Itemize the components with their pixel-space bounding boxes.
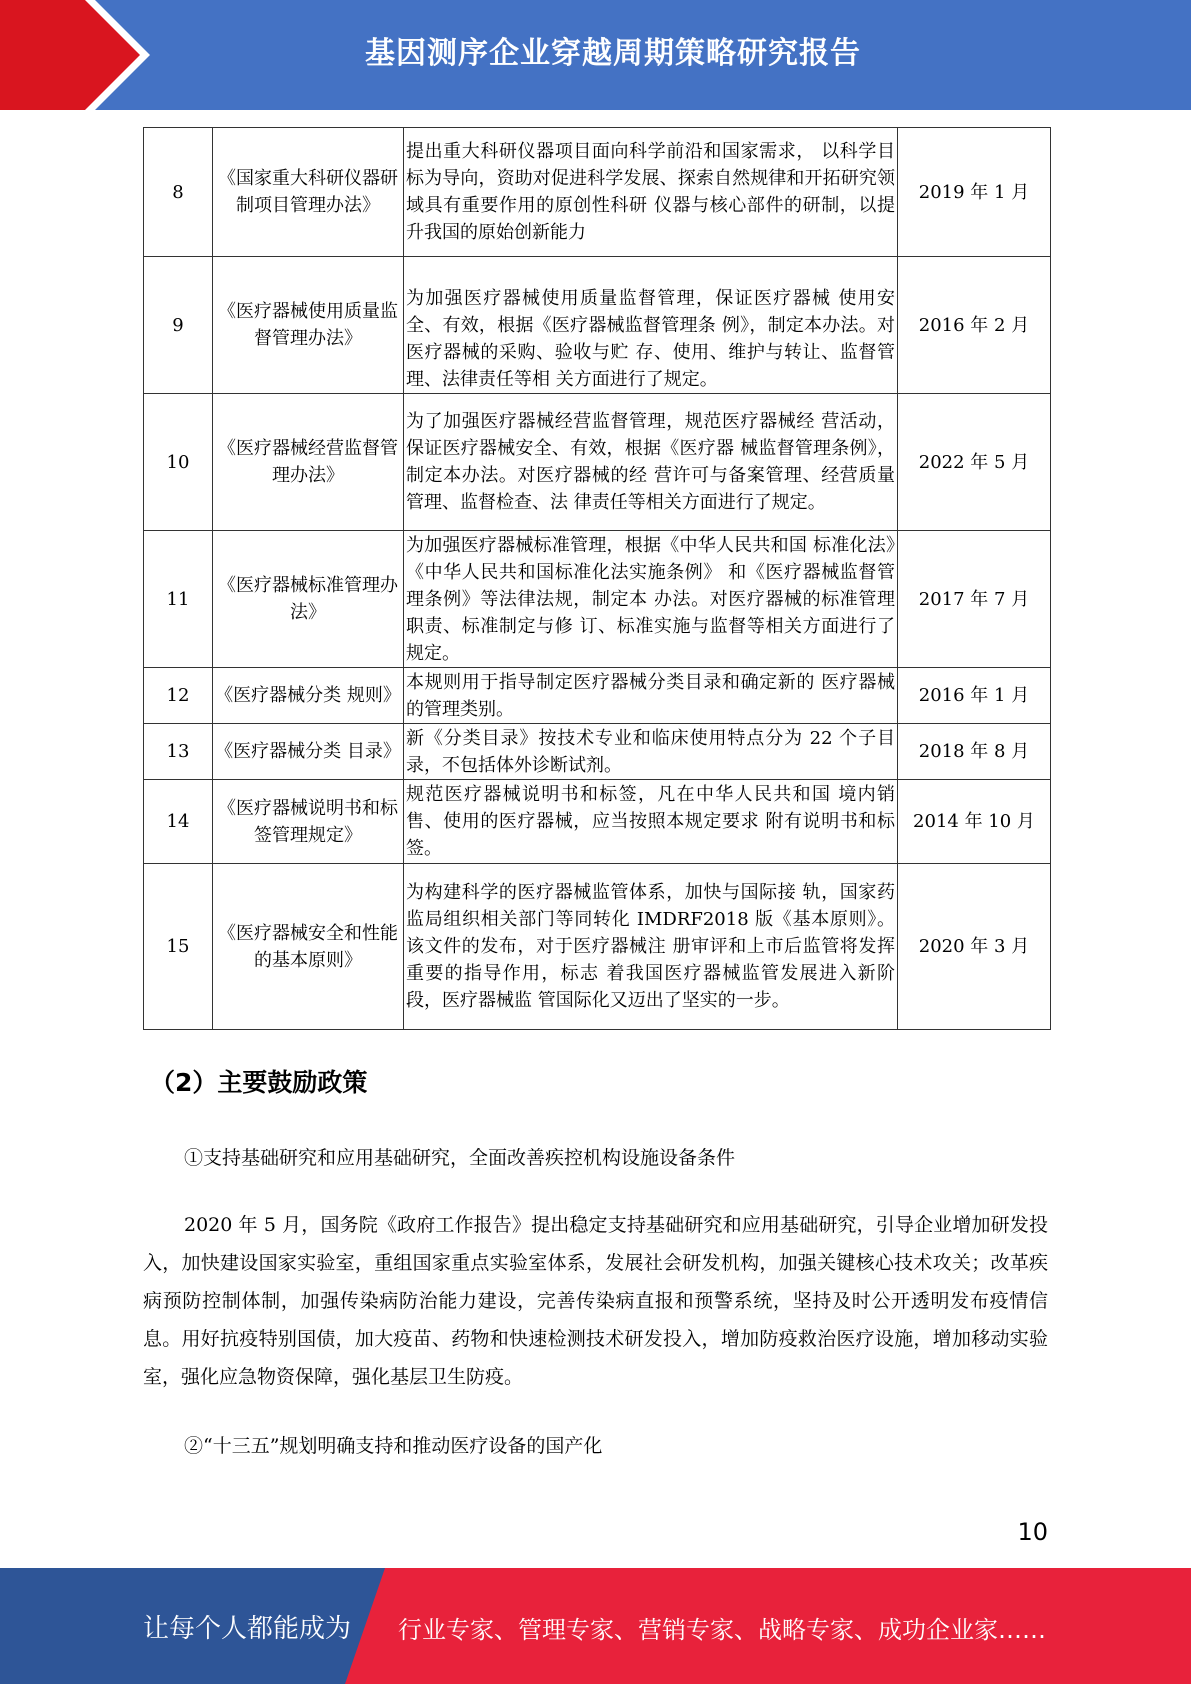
policy-description: 为了加强医疗器械经营监督管理，规范医疗器械经 营活动，保证医疗器械安全、有效，根据《医疗器 械监督管理条例》，制定本办法。对医疗器械的经 营许可与备案管理、经营质量管理、监督检查、法 律责任等相关方面进行了规定。 bbox=[404, 394, 898, 531]
policy-date: 2022 年 5 月 bbox=[898, 394, 1051, 531]
policy-name: 《医疗器械分类 规则》 bbox=[213, 668, 404, 724]
row-number: 12 bbox=[144, 668, 213, 724]
page-header bbox=[0, 0, 1191, 110]
page-footer bbox=[0, 1568, 1191, 1684]
row-number: 15 bbox=[144, 864, 213, 1030]
policy-name: 《医疗器械使用质量监督管理办法》 bbox=[213, 257, 404, 394]
policy-description: 本规则用于指导制定医疗器械分类目录和确定新的 医疗器械的管理类别。 bbox=[404, 668, 898, 724]
policy-description: 为构建科学的医疗器械监管体系，加快与国际接 轨，国家药监局组织相关部门等同转化 IMDRF2018 版《基本原则》。该文件的发布，对于医疗器械注 册审评和上市后监管将发挥重要的指导作用，标志 着我国医疗器械监管发展进入新阶段，医疗器械监 管国际化又迈出了坚实的一步。 bbox=[404, 864, 898, 1030]
policy-date: 2020 年 3 月 bbox=[898, 864, 1051, 1030]
row-number: 11 bbox=[144, 531, 213, 668]
policy-description: 为加强医疗器械标准管理，根据《中华人民共和国 标准化法》《中华人民共和国标准化法实施条例》 和《医疗器械监督管理条例》等法律法规，制定本 办法。对医疗器械的标准管理职责、标准制定与修 订、标准实施与监督等相关方面进行了规定。 bbox=[404, 531, 898, 668]
policy-date: 2017 年 7 月 bbox=[898, 531, 1051, 668]
policy-name: 《医疗器械标准管理办法》 bbox=[213, 531, 404, 668]
table-row bbox=[144, 780, 1051, 864]
policy-description: 新《分类目录》按技术专业和临床使用特点分为 22 个子目录，不包括体外诊断试剂。 bbox=[404, 724, 898, 780]
table-row bbox=[144, 864, 1051, 1030]
policy-date: 2016 年 2 月 bbox=[898, 257, 1051, 394]
policy-name: 《医疗器械说明书和标签管理规定》 bbox=[213, 780, 404, 864]
policy-name: 《医疗器械安全和性能的基本原则》 bbox=[213, 864, 404, 1030]
header-arrow-decoration bbox=[0, 0, 160, 110]
table-row bbox=[144, 128, 1051, 257]
table-row bbox=[144, 724, 1051, 780]
policy-date: 2018 年 8 月 bbox=[898, 724, 1051, 780]
policy-date: 2016 年 1 月 bbox=[898, 668, 1051, 724]
footer-slogan-left: 让每个人都能成为 bbox=[143, 1614, 352, 1644]
policy-table bbox=[143, 127, 1051, 1030]
row-number: 8 bbox=[144, 128, 213, 257]
page-number: 10 bbox=[1017, 1518, 1048, 1546]
table-row bbox=[144, 394, 1051, 531]
table-row bbox=[144, 668, 1051, 724]
header-title: 基因测序企业穿越周期策略研究报告 bbox=[365, 36, 861, 71]
policy-description: 提出重大科研仪器项目面向科学前沿和国家需求， 以科学目标为导向，资助对促进科学发展、探索自然规律和开拓研究领域具有重要作用的原创性科研 仪器与核心部件的研制，以提升我国的原始创新能力 bbox=[404, 128, 898, 257]
table-row bbox=[144, 531, 1051, 668]
policy-name: 《医疗器械经营监督管理办法》 bbox=[213, 394, 404, 531]
row-number: 13 bbox=[144, 724, 213, 780]
row-number: 14 bbox=[144, 780, 213, 864]
row-number: 9 bbox=[144, 257, 213, 394]
policy-name: 《国家重大科研仪器研制项目管理办法》 bbox=[213, 128, 404, 257]
footer-slogan-right: 行业专家、管理专家、营销专家、战略专家、成功企业家…… bbox=[398, 1616, 1046, 1644]
subheading-domestic-equipment: ②“十三五”规划明确支持和推动医疗设备的国产化 bbox=[184, 1435, 603, 1457]
body-paragraph: 2020 年 5 月，国务院《政府工作报告》提出稳定支持基础研究和应用基础研究，引导企业增加研发投入，加快建设国家实验室，重组国家重点实验室体系，发展社会研发机构，加强关键核心技术攻关；改革疾病预防控制体制，加强传染病防治能力建设，完善传染病直报和预警系统，坚持及时公开透明发布疫情信息。用好抗疫特别国债，加大疫苗、药物和快速检测技术研发投入，增加防疫救治医疗设施，增加移动实验室，强化应急物资保障，强化基层卫生防疫。 bbox=[143, 1214, 1048, 1388]
table-row bbox=[144, 257, 1051, 394]
policy-date: 2019 年 1 月 bbox=[898, 128, 1051, 257]
policy-description: 规范医疗器械说明书和标签，凡在中华人民共和国 境内销售、使用的医疗器械，应当按照本规定要求 附有说明书和标签。 bbox=[404, 780, 898, 864]
section-title: （2）主要鼓励政策 bbox=[150, 1068, 368, 1097]
policy-name: 《医疗器械分类 目录》 bbox=[213, 724, 404, 780]
subheading-basic-research: ①支持基础研究和应用基础研究，全面改善疾控机构设施设备条件 bbox=[184, 1147, 736, 1169]
row-number: 10 bbox=[144, 394, 213, 531]
policy-description: 为加强医疗器械使用质量监督管理，保证医疗器械 使用安全、有效，根据《医疗器械监督管理条 例》，制定本办法。对医疗器械的采购、验收与贮 存、使用、维护与转让、监督管理、法律责任等相 关方面进行了规定。 bbox=[404, 257, 898, 394]
policy-date: 2014 年 10 月 bbox=[898, 780, 1051, 864]
